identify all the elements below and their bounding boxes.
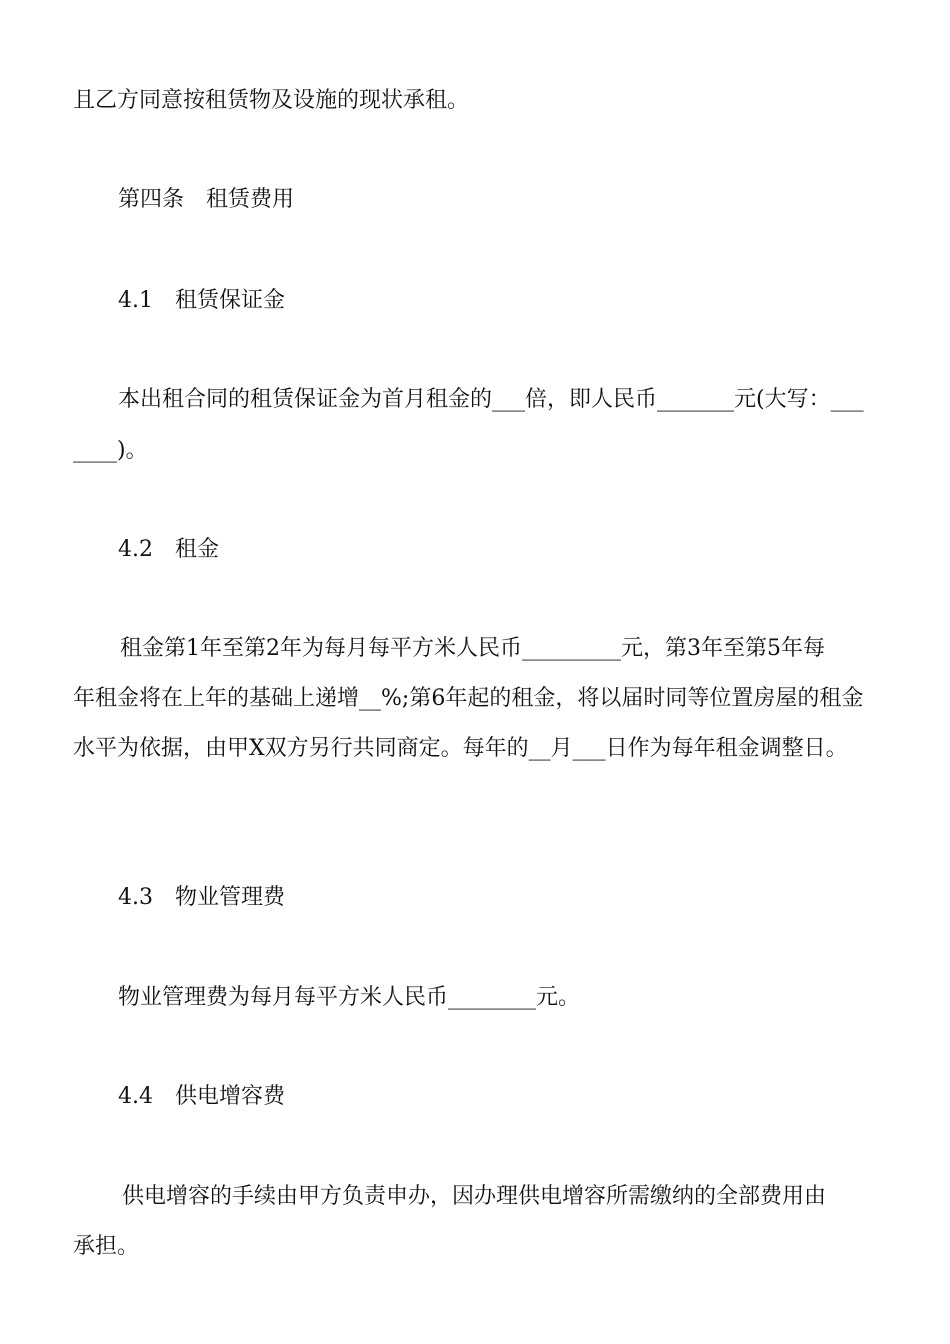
subsection-heading: 4.2 租金 — [118, 537, 219, 562]
paragraph-line: 租金第1年至第2年为每月每平方米人民币_________元，第3年至第5年每 — [120, 636, 825, 661]
paragraph-line: 本出租合同的租赁保证金为首月租金的___倍，即人民币_______元(大写：___ — [118, 387, 864, 412]
paragraph-line: 供电增容的手续由甲方负责申办，因办理供电增容所需缴纳的全部费用由 — [122, 1184, 827, 1209]
paragraph-line: 承担。 — [73, 1234, 140, 1259]
paragraph-line: 且乙方同意按租赁物及设施的现状承租。 — [73, 88, 470, 113]
paragraph-line: 物业管理费为每月每平方米人民币________元。 — [118, 985, 581, 1010]
paragraph-line: 年租金将在上年的基础上递增__%;第6年起的租金，将以届时同等位置房屋的租金 — [73, 686, 864, 711]
section-heading: 第四条 租赁费用 — [118, 187, 295, 212]
subsection-heading: 4.4 供电增容费 — [118, 1084, 285, 1109]
subsection-heading: 4.3 物业管理费 — [118, 885, 285, 910]
paragraph-line: 水平为依据，由甲X双方另行共同商定。每年的__月___日作为每年租金调整日。 — [73, 736, 848, 761]
subsection-heading: 4.1 租赁保证金 — [118, 288, 285, 313]
paragraph-line: ____)。 — [73, 438, 148, 463]
